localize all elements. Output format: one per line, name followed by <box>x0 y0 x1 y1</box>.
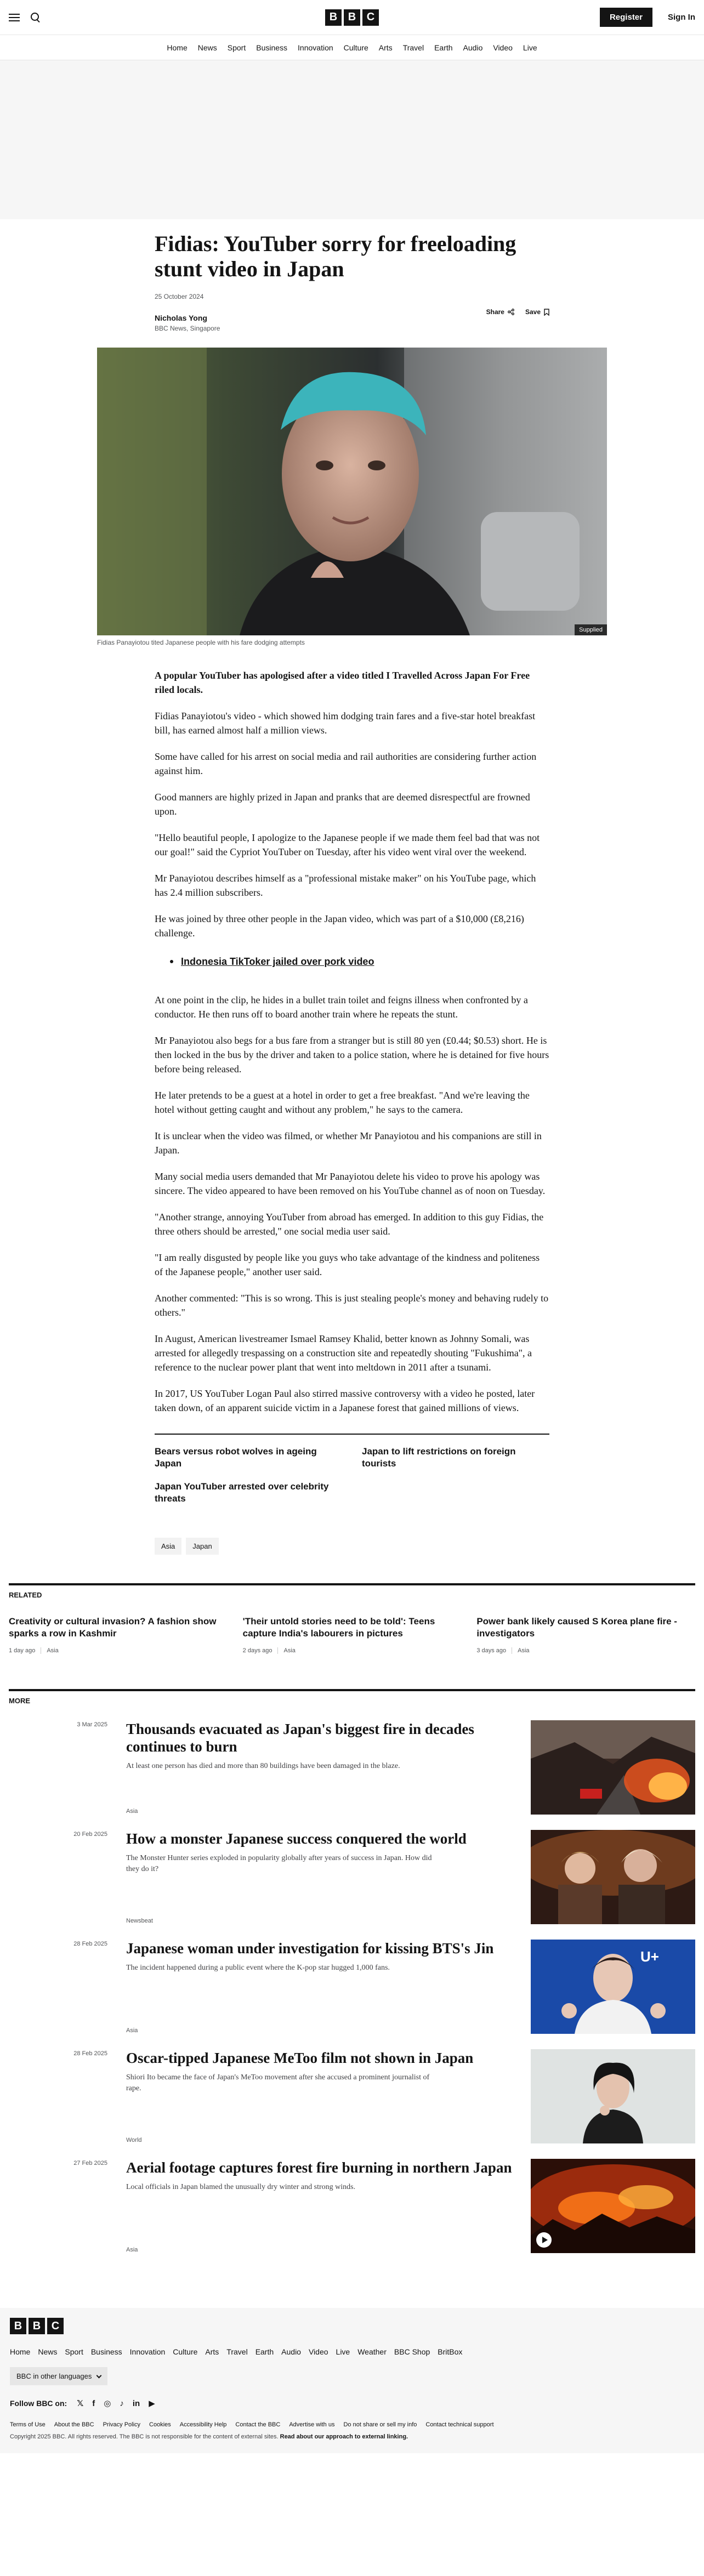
ad-area <box>0 60 704 219</box>
related-card-tag: Asia <box>283 1647 296 1654</box>
follow-label: Follow BBC on: <box>10 2399 67 2408</box>
story-content <box>126 1940 512 2034</box>
story-tag: Asia <box>126 1808 138 1815</box>
footer-nav-item[interactable]: Home <box>10 2347 31 2356</box>
topic-tags <box>155 1538 549 1555</box>
story-summary: The incident happened during a public event where the K-pop star hugged 1,000 fans. <box>126 1964 390 1972</box>
footer-nav-item[interactable]: Business <box>90 2347 122 2356</box>
languages-label: BBC in other languages <box>16 2372 92 2380</box>
linkedin-icon[interactable]: in <box>132 2398 140 2408</box>
story-tag: Asia <box>126 2247 138 2253</box>
nav-item[interactable]: Sport <box>227 43 246 52</box>
site-header <box>0 0 704 60</box>
fire-road-image[interactable] <box>531 1720 695 1815</box>
nav-item[interactable]: Innovation <box>298 43 333 52</box>
bbc-logo[interactable] <box>325 9 379 26</box>
legal-link[interactable]: Contact technical support <box>425 2421 494 2428</box>
footer-nav-item[interactable]: Earth <box>255 2347 274 2356</box>
nav-item[interactable]: Travel <box>402 43 424 52</box>
more-story[interactable] <box>9 1720 695 1815</box>
top-bar <box>0 0 704 35</box>
related-grid <box>9 1616 695 1654</box>
bullet-dot <box>170 960 173 963</box>
related-article-link[interactable]: Japan to lift restrictions on foreign tourists <box>362 1446 516 1469</box>
article <box>155 231 549 332</box>
menu-icon[interactable] <box>9 14 20 21</box>
legal-link[interactable]: Cookies <box>149 2421 171 2428</box>
signin-button[interactable]: Sign In <box>668 13 695 22</box>
nav-item[interactable]: Culture <box>343 43 368 52</box>
register-button[interactable]: Register <box>600 8 652 27</box>
share-save-bar <box>486 308 549 316</box>
legal-links <box>10 2421 694 2428</box>
legal-link[interactable]: Accessibility Help <box>179 2421 227 2428</box>
footer-nav-item[interactable]: Arts <box>205 2347 219 2356</box>
nav-item[interactable]: Video <box>493 43 513 52</box>
youtube-icon[interactable]: ▶ <box>149 2399 155 2408</box>
footer-nav-item[interactable]: Live <box>336 2347 350 2356</box>
footer-bbc-logo[interactable] <box>10 2318 694 2334</box>
save-button[interactable] <box>525 308 549 316</box>
body-paragraph: He was joined by three other people in the Japan video, which was part of a $10,000 (£8,216) challenge. <box>155 913 524 939</box>
story-content <box>126 1830 512 1924</box>
more-story[interactable] <box>9 1940 695 2034</box>
site-footer <box>0 2308 704 2453</box>
legal-link[interactable]: Do not share or sell my info <box>343 2421 417 2428</box>
legal-link[interactable]: Privacy Policy <box>103 2421 141 2428</box>
footer-nav-item[interactable]: Innovation <box>129 2347 166 2356</box>
story-title[interactable]: How a monster Japanese success conquered the world <box>126 1830 467 1847</box>
more-story[interactable] <box>9 2049 695 2143</box>
copyright <box>10 2433 694 2440</box>
forest-fire-image[interactable] <box>531 2159 695 2253</box>
related-card-meta <box>476 1647 695 1654</box>
body-paragraph: It is unclear when the video was filmed, or whether Mr Panayiotou and his companions are still in Japan. <box>155 1130 542 1156</box>
facebook-icon[interactable]: f <box>92 2398 95 2408</box>
nav-item[interactable]: Arts <box>378 43 393 52</box>
article-meta <box>155 293 549 332</box>
nav-item[interactable]: Live <box>523 43 537 52</box>
body-paragraph: He later pretends to be a guest at a hotel in order to get a free breakfast. "And we're leaving the hotel without getting caught and without any problem," he says to the camera. <box>155 1090 530 1115</box>
related-card-meta <box>243 1647 462 1654</box>
related-card-time: 2 days ago <box>242 1647 272 1654</box>
bookmark-icon <box>544 309 549 316</box>
share-icon <box>508 309 514 315</box>
hero-image <box>97 348 607 635</box>
body-paragraph: Another commented: "This is so wrong. This is just stealing people's money and behaving rudely to others." <box>155 1293 549 1318</box>
article-body <box>155 668 549 1415</box>
related-card[interactable] <box>9 1616 228 1654</box>
footer-nav-item[interactable]: BritBox <box>438 2347 463 2356</box>
story-content <box>126 2159 512 2253</box>
related-card-tag: Asia <box>518 1647 530 1654</box>
share-label: Share <box>486 308 504 316</box>
footer-nav-item[interactable]: Video <box>308 2347 328 2356</box>
story-date: 20 Feb 2025 <box>73 1831 107 1838</box>
related-card-title: Power bank likely caused S Korea plane fire - investigators <box>476 1616 677 1639</box>
body-paragraph: "Hello beautiful people, I apologize to the Japanese people if we made them feel bad that was not our goal!" said the Cypriot YouTuber on Tuesday, after his video went viral over the weekend. <box>155 832 540 857</box>
story-tag: Asia <box>126 2027 138 2034</box>
footer-nav-item[interactable]: Culture <box>173 2347 198 2356</box>
logo-letter: B <box>10 2318 26 2334</box>
lead-paragraph: A popular YouTuber has apologised after a video titled I Travelled Across Japan For Free riled locals. <box>155 670 530 695</box>
story-date: 3 Mar 2025 <box>77 1721 107 1728</box>
nav-item[interactable]: News <box>197 43 217 52</box>
body-paragraph: "Another strange, annoying YouTuber from abroad has emerged. In addition to this guy Fidias, the three others should be arrested," one social media user said. <box>155 1212 544 1237</box>
youtuber-selfie-image <box>97 348 607 635</box>
body-paragraph: Mr Panayiotou describes himself as a "professional mistake maker" on his YouTube page, which has 2.4 million subscribers. <box>155 873 536 898</box>
legal-link[interactable]: Advertise with us <box>289 2421 335 2428</box>
image-credit: Supplied <box>575 624 607 635</box>
legal-link[interactable]: Terms of Use <box>10 2421 46 2428</box>
tiktok-icon[interactable]: ♪ <box>120 2398 124 2408</box>
article-body-wrapper <box>155 668 549 1555</box>
story-title[interactable]: Thousands evacuated as Japan's biggest fire in decades continues to burn <box>126 1721 474 1755</box>
nav-item[interactable]: Business <box>256 43 288 52</box>
footer-nav <box>10 2347 694 2356</box>
story-content <box>126 2049 512 2143</box>
story-summary: Shiori Ito became the face of Japan's MeToo movement after she accused a prominent journalist of rape. <box>126 2073 430 2092</box>
related-title: RELATED <box>9 1583 695 1599</box>
footer-nav-item[interactable]: Audio <box>281 2347 301 2356</box>
body-paragraph: Good manners are highly prized in Japan and pranks that are deemed disrespectful are frowned upon. <box>155 792 530 817</box>
nav-item[interactable]: Audio <box>463 43 483 52</box>
body-paragraph: At one point in the clip, he hides in a bullet train toilet and feigns illness when confronted by a conductor. He then runs off to board another train where he repeats the stunt. <box>155 994 528 1020</box>
story-title[interactable]: Japanese woman under investigation for kissing BTS's Jin <box>126 1940 494 1957</box>
story-summary: At least one person has died and more than 80 buildings have been damaged in the blaze. <box>126 1762 400 1770</box>
social-links <box>77 2398 155 2408</box>
logo-letter: C <box>362 9 379 26</box>
shiori-portrait-image[interactable] <box>531 2049 695 2143</box>
share-button[interactable] <box>486 308 514 316</box>
save-label: Save <box>525 308 541 316</box>
game-characters-image[interactable] <box>531 1830 695 1924</box>
logo-letter: C <box>47 2318 64 2334</box>
more-story[interactable] <box>9 1830 695 1924</box>
main-nav <box>0 35 704 60</box>
x-icon[interactable]: 𝕏 <box>77 2399 84 2408</box>
story-date: 27 Feb 2025 <box>73 2160 107 2166</box>
related-article-link[interactable]: Japan YouTuber arrested over celebrity threats <box>155 1481 329 1504</box>
copyright-text: Copyright 2025 BBC. All rights reserved. The BBC is not responsible for the content of external sites. <box>10 2433 279 2440</box>
legal-link[interactable]: About the BBC <box>54 2421 94 2428</box>
related-card-time: 1 day ago <box>9 1647 36 1654</box>
inline-link[interactable]: Indonesia TikToker jailed over pork video <box>181 956 374 967</box>
related-card-tag: Asia <box>47 1647 59 1654</box>
related-card-time: 3 days ago <box>476 1647 507 1654</box>
body-paragraph: In August, American livestreamer Ismael Ramsey Khalid, better known as Johnny Somali, was arrested for allegedly trespassing on a construction site and repeatedly shouting "Fukushima", a reference to the nuclear power plant that went into meltdown in 2011 after a tsunami. <box>155 1333 532 1373</box>
story-tag: Newsbeat <box>126 1918 153 1924</box>
more-title: MORE <box>9 1689 695 1705</box>
story-title[interactable]: Oscar-tipped Japanese MeToo film not shown in Japan <box>126 2050 474 2066</box>
hero-figure <box>0 348 704 646</box>
story-title[interactable]: Aerial footage captures forest fire burning in northern Japan <box>126 2159 512 2176</box>
headline: Fidias: YouTuber sorry for freeloading stunt video in Japan <box>155 231 516 281</box>
legal-link[interactable]: Contact the BBC <box>235 2421 281 2428</box>
author-role: BBC News, Singapore <box>155 325 220 332</box>
story-summary: The Monster Hunter series exploded in popularity globally after years of success in Japan. How did they do it? <box>126 1854 432 1873</box>
nav-item[interactable]: Home <box>167 43 188 52</box>
play-icon[interactable] <box>536 2232 552 2248</box>
story-summary: Local officials in Japan blamed the unusually dry winter and strong winds. <box>126 2183 356 2191</box>
related-card-title: 'Their untold stories need to be told': Teens capture India's labourers in pictures <box>242 1616 435 1639</box>
related-card[interactable] <box>476 1616 695 1654</box>
body-paragraph: Some have called for his arrest on social media and rail authorities are considering further action against him. <box>155 751 537 776</box>
footer-nav-item[interactable]: Sport <box>65 2347 83 2356</box>
search-icon[interactable] <box>31 13 41 22</box>
instagram-icon[interactable]: ◎ <box>104 2399 111 2408</box>
topic-tag[interactable]: Asia <box>155 1538 181 1555</box>
nav-item[interactable]: Earth <box>434 43 453 52</box>
footer-nav-item[interactable]: Travel <box>226 2347 248 2356</box>
footer-nav-item[interactable]: BBC Shop <box>394 2347 430 2356</box>
logo-letter: B <box>325 9 342 26</box>
story-date: 28 Feb 2025 <box>73 1941 107 1947</box>
follow-bar <box>10 2398 694 2408</box>
languages-button[interactable] <box>10 2367 107 2385</box>
article-date: 25 October 2024 <box>155 293 204 300</box>
story-tag: World <box>126 2137 142 2143</box>
logo-letter: B <box>344 9 360 26</box>
external-link-policy[interactable]: Read about our approach to external linking. <box>280 2433 408 2440</box>
image-caption: Fidias Panayiotou tited Japanese people with his fare dodging attempts <box>97 639 305 646</box>
related-card[interactable] <box>243 1616 462 1654</box>
meta-separator <box>277 1647 278 1654</box>
topic-tag[interactable]: Japan <box>186 1538 218 1555</box>
body-paragraph: In 2017, US YouTuber Logan Paul also stirred massive controversy with a video he posted, later taken down, of an apparent suicide victim in a Japanese forest that gained millions of views. <box>155 1388 535 1413</box>
svg-text:U+: U+ <box>640 1948 659 1965</box>
more-section <box>9 1689 695 2253</box>
logo-letter: B <box>29 2318 45 2334</box>
related-card-meta <box>9 1647 228 1654</box>
author-name: Nicholas Yong <box>155 314 207 322</box>
chevron-down-icon <box>96 2373 102 2378</box>
footer-nav-item[interactable]: News <box>38 2347 58 2356</box>
related-links-box <box>155 1434 549 1505</box>
more-story[interactable] <box>9 2159 695 2253</box>
jin-portrait-image[interactable] <box>531 1940 695 2034</box>
body-paragraph: Fidias Panayiotou's video - which showed him dodging train fares and a five-star hotel breakfast bill, has earned almost half a million views. <box>155 710 536 736</box>
story-date: 28 Feb 2025 <box>73 2050 107 2057</box>
body-paragraph: Many social media users demanded that Mr Panayiotou delete his video to prove his apology was sincere. The video appeared to have been removed on his YouTube channel as of noon on Tuesday. <box>155 1171 546 1196</box>
story-content <box>126 1720 512 1815</box>
related-article-link[interactable]: Bears versus robot wolves in ageing Japan <box>155 1446 317 1469</box>
related-card-title: Creativity or cultural invasion? A fashion show sparks a row in Kashmir <box>9 1616 217 1639</box>
inline-related-link <box>170 954 549 969</box>
related-section <box>9 1583 695 1654</box>
footer-nav-item[interactable]: Weather <box>357 2347 387 2356</box>
body-paragraph: "I am really disgusted by people like you guys who take advantage of the kindness and politeness of the Japanese people," another user said. <box>155 1252 540 1277</box>
body-paragraph: Mr Panayiotou also begs for a bus fare from a stranger but is still 80 yen (£0.44; $0.53) short. He is then locked in the bus by the driver and taken to a police station, where he is detained for five hours before being released. <box>155 1035 549 1074</box>
